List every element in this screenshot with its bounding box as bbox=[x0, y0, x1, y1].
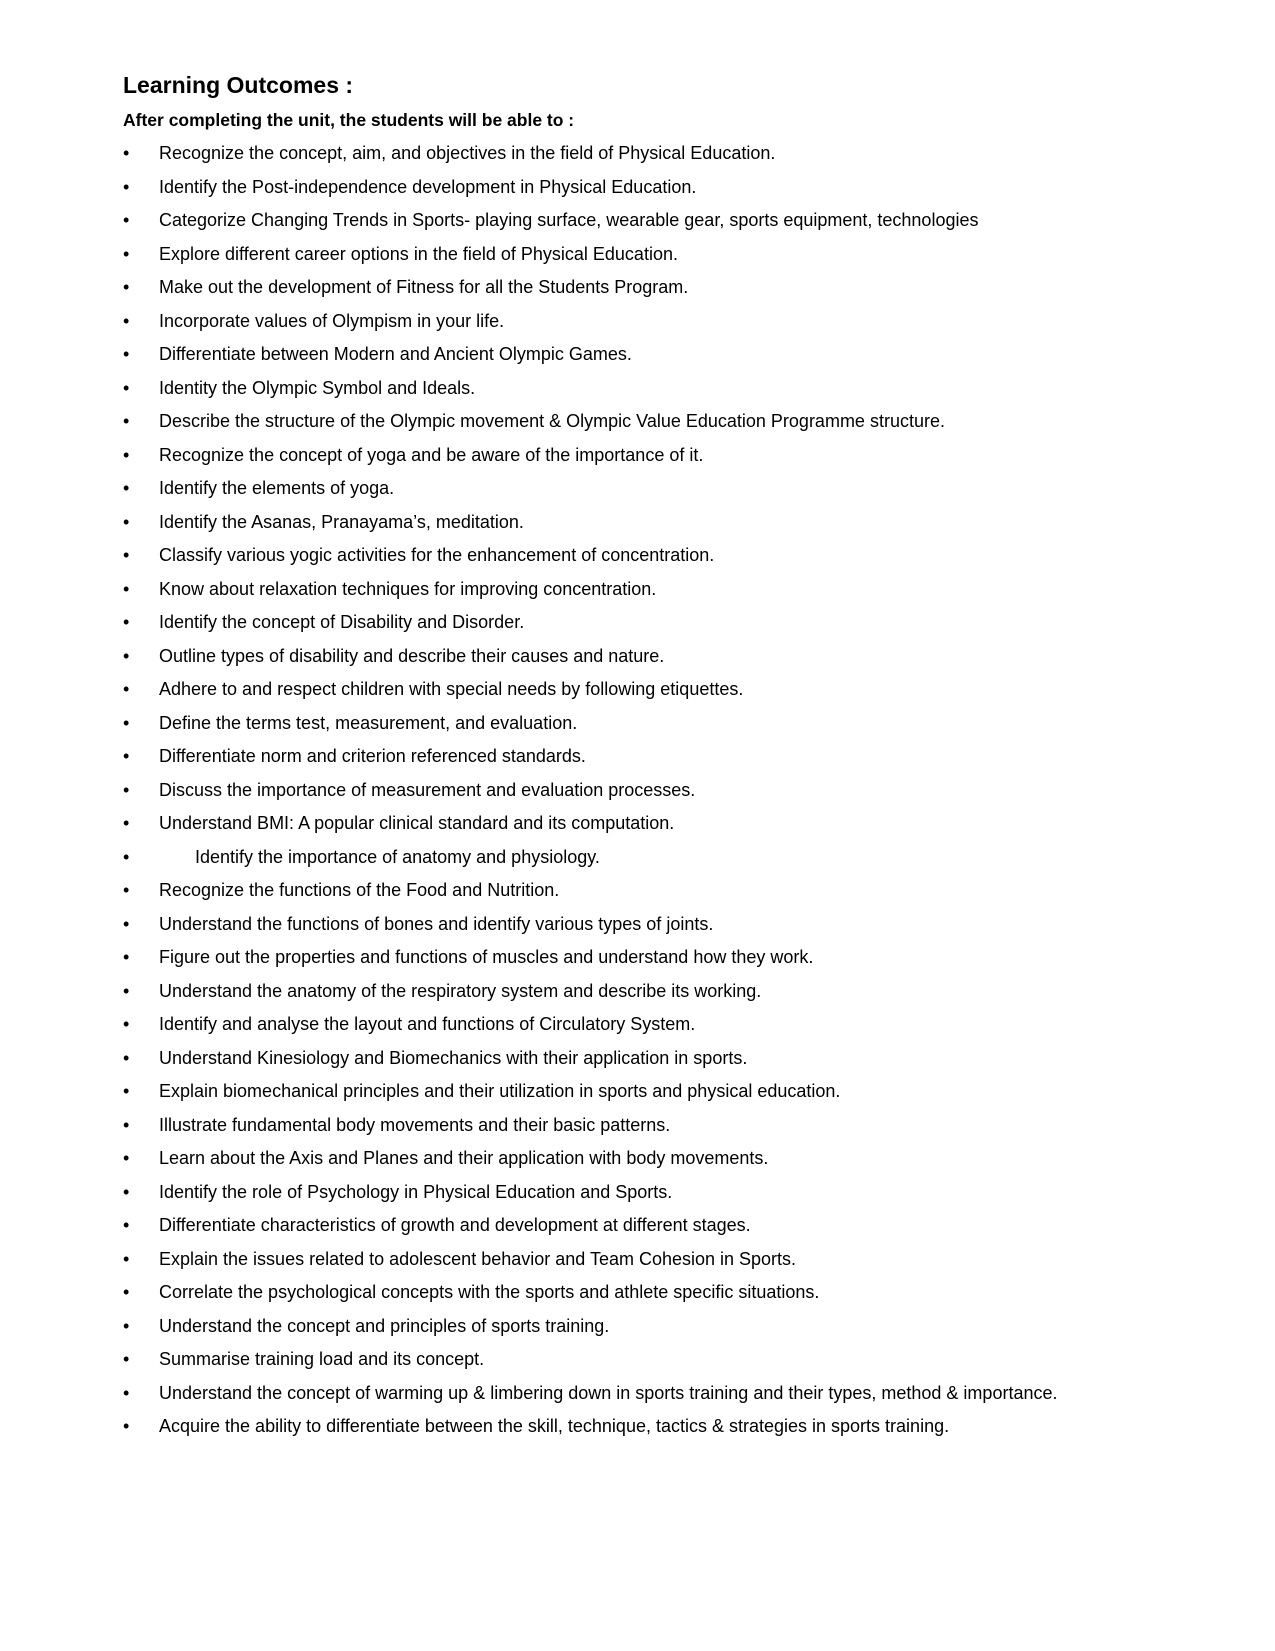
list-item-text: Discuss the importance of measurement and evaluation processes. bbox=[159, 779, 696, 800]
bullet-icon: • bbox=[123, 1416, 130, 1436]
list-item bbox=[123, 1110, 1150, 1140]
list-item-text: Identify the role of Psychology in Physical Education and Sports. bbox=[159, 1181, 673, 1202]
list-item-text: Acquire the ability to differentiate between the skill, technique, tactics & strategies in sports training. bbox=[159, 1416, 950, 1436]
list-item bbox=[123, 875, 1150, 905]
list-item-text: Understand the concept of warming up & limbering down in sports training and their types, method & importance. bbox=[159, 1382, 1058, 1403]
list-item bbox=[123, 842, 1150, 872]
list-item bbox=[123, 272, 1150, 302]
bullet-icon: • bbox=[123, 344, 130, 364]
bullet-icon: • bbox=[123, 813, 130, 833]
bullet-icon: • bbox=[123, 1181, 130, 1202]
intro-text: After completing the unit, the students will be able to : bbox=[123, 110, 575, 130]
list-item-text: Incorporate values of Olympism in your life. bbox=[159, 310, 505, 331]
list-item bbox=[123, 239, 1150, 269]
list-item bbox=[123, 976, 1150, 1006]
list-item bbox=[123, 1009, 1150, 1039]
list-item-text: Classify various yogic activities for the enhancement of concentration. bbox=[159, 545, 715, 565]
list-item bbox=[123, 1344, 1150, 1374]
list-item-text: Define the terms test, measurement, and evaluation. bbox=[159, 712, 578, 733]
bullet-icon: • bbox=[123, 1014, 130, 1034]
bullet-icon: • bbox=[123, 545, 130, 565]
list-item bbox=[123, 1210, 1150, 1240]
bullet-icon: • bbox=[123, 444, 130, 465]
list-item-text: Understand BMI: A popular clinical standard and its computation. bbox=[159, 813, 675, 833]
bullet-icon: • bbox=[123, 176, 130, 197]
bullet-icon: • bbox=[123, 1148, 130, 1168]
bullet-icon: • bbox=[123, 679, 130, 699]
list-item bbox=[123, 1244, 1150, 1274]
bullet-icon: • bbox=[123, 645, 130, 666]
list-item-text: Identify the Post-independence development in Physical Education. bbox=[159, 176, 697, 197]
list-item bbox=[123, 741, 1150, 771]
list-item bbox=[123, 138, 1150, 168]
bullet-icon: • bbox=[123, 1349, 130, 1369]
list-item bbox=[123, 1043, 1150, 1073]
list-item-text: Know about relaxation techniques for improving concentration. bbox=[159, 578, 657, 599]
list-item-text: Learn about the Axis and Planes and their application with body movements. bbox=[159, 1148, 769, 1168]
bullet-icon: • bbox=[123, 1282, 130, 1302]
list-item-text: Explain the issues related to adolescent behavior and Team Cohesion in Sports. bbox=[159, 1248, 797, 1269]
list-item-text: Correlate the psychological concepts with the sports and athlete specific situations. bbox=[159, 1282, 820, 1302]
list-item-text: Understand the functions of bones and identify various types of joints. bbox=[159, 913, 714, 934]
list-item-text: Differentiate between Modern and Ancient Olympic Games. bbox=[159, 344, 632, 364]
list-item bbox=[123, 1076, 1150, 1106]
bullet-icon: • bbox=[123, 210, 130, 230]
bullet-icon: • bbox=[123, 846, 130, 867]
bullet-icon: • bbox=[123, 612, 130, 632]
list-item bbox=[123, 1143, 1150, 1173]
list-item bbox=[123, 674, 1150, 704]
list-item bbox=[123, 339, 1150, 369]
bullet-icon: • bbox=[123, 947, 130, 967]
list-item bbox=[123, 808, 1150, 838]
list-item-text: Recognize the functions of the Food and Nutrition. bbox=[159, 880, 560, 900]
list-item-text: Explain biomechanical principles and their utilization in sports and physical education. bbox=[159, 1081, 841, 1101]
list-item bbox=[123, 507, 1150, 537]
list-item-text: Outline types of disability and describe their causes and nature. bbox=[159, 645, 665, 666]
list-item-text: Identity the Olympic Symbol and Ideals. bbox=[159, 377, 476, 398]
list-item bbox=[123, 406, 1150, 436]
list-item-text: Differentiate characteristics of growth and development at different stages. bbox=[159, 1215, 751, 1235]
list-item bbox=[123, 909, 1150, 939]
bullet-icon: • bbox=[123, 143, 130, 163]
bullet-icon: • bbox=[123, 1315, 130, 1336]
bullet-icon: • bbox=[123, 1081, 130, 1101]
list-item-text: Understand the concept and principles of sports training. bbox=[159, 1315, 610, 1336]
list-item bbox=[123, 708, 1150, 738]
list-item-text: Recognize the concept, aim, and objectives in the field of Physical Education. bbox=[159, 143, 776, 163]
list-item-text: Differentiate norm and criterion referenced standards. bbox=[159, 746, 586, 766]
list-item bbox=[123, 1411, 1150, 1441]
list-item bbox=[123, 775, 1150, 805]
list-item bbox=[123, 172, 1150, 202]
list-item-text: Make out the development of Fitness for all the Students Program. bbox=[159, 277, 689, 297]
list-item bbox=[123, 1177, 1150, 1207]
bullet-icon: • bbox=[123, 712, 130, 733]
list-item bbox=[123, 1311, 1150, 1341]
bullet-icon: • bbox=[123, 511, 130, 532]
list-item-text: Understand the anatomy of the respiratory system and describe its working. bbox=[159, 980, 762, 1001]
list-item bbox=[123, 473, 1150, 503]
bullet-icon: • bbox=[123, 411, 130, 431]
list-item-text: Recognize the concept of yoga and be aware of the importance of it. bbox=[159, 444, 704, 465]
bullet-icon: • bbox=[123, 377, 130, 398]
bullet-icon: • bbox=[123, 310, 130, 331]
list-item bbox=[123, 540, 1150, 570]
bullet-icon: • bbox=[123, 1248, 130, 1269]
list-item-text: Summarise training load and its concept. bbox=[159, 1349, 485, 1369]
list-item-text: Figure out the properties and functions of muscles and understand how they work. bbox=[159, 947, 814, 967]
list-item bbox=[123, 1277, 1150, 1307]
bullet-icon: • bbox=[123, 779, 130, 800]
list-item-text: Identify and analyse the layout and functions of Circulatory System. bbox=[159, 1014, 696, 1034]
learning-outcomes-list bbox=[123, 138, 1150, 1441]
list-item bbox=[123, 607, 1150, 637]
list-item-text: Identify the concept of Disability and Disorder. bbox=[159, 612, 525, 632]
list-item bbox=[123, 641, 1150, 671]
list-item bbox=[123, 373, 1150, 403]
list-item bbox=[123, 205, 1150, 235]
bullet-icon: • bbox=[123, 578, 130, 599]
bullet-icon: • bbox=[123, 478, 130, 498]
bullet-icon: • bbox=[123, 880, 130, 900]
list-item bbox=[123, 1378, 1150, 1408]
list-item-text: Illustrate fundamental body movements and their basic patterns. bbox=[159, 1114, 671, 1135]
bullet-icon: • bbox=[123, 746, 130, 766]
list-item-text: Explore different career options in the field of Physical Education. bbox=[159, 243, 678, 264]
list-item-text: Identify the importance of anatomy and physiology. bbox=[195, 846, 600, 867]
list-item-text: Identify the elements of yoga. bbox=[159, 478, 395, 498]
bullet-icon: • bbox=[123, 1047, 130, 1068]
list-item-text: Describe the structure of the Olympic movement & Olympic Value Education Programme structure. bbox=[159, 411, 945, 431]
list-item bbox=[123, 942, 1150, 972]
bullet-icon: • bbox=[123, 243, 130, 264]
list-item-text: Identify the Asanas, Pranayama’s, meditation. bbox=[159, 511, 524, 532]
list-item bbox=[123, 306, 1150, 336]
bullet-icon: • bbox=[123, 913, 130, 934]
bullet-icon: • bbox=[123, 980, 130, 1001]
list-item bbox=[123, 440, 1150, 470]
document-page bbox=[123, 70, 1150, 1445]
list-item bbox=[123, 574, 1150, 604]
list-item-text: Understand Kinesiology and Biomechanics with their application in sports. bbox=[159, 1047, 748, 1068]
bullet-icon: • bbox=[123, 1215, 130, 1235]
bullet-icon: • bbox=[123, 1382, 130, 1403]
bullet-icon: • bbox=[123, 1114, 130, 1135]
bullet-icon: • bbox=[123, 277, 130, 297]
list-item-text: Adhere to and respect children with special needs by following etiquettes. bbox=[159, 679, 744, 699]
list-item-text: Categorize Changing Trends in Sports- playing surface, wearable gear, sports equipment, technologies bbox=[159, 210, 979, 230]
page-title: Learning Outcomes : bbox=[123, 72, 354, 98]
